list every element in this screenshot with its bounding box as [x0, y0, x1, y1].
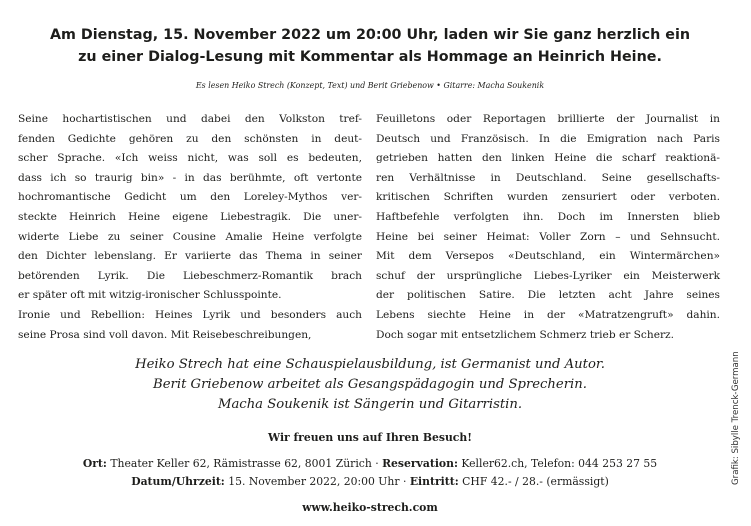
- bio-berit-griebenow: Berit Griebenow arbeitet als Gesangspädagogin und Sprecherin.: [153, 377, 587, 392]
- admission-label: Eintritt:: [409, 475, 459, 488]
- body-text-line: hochromantische Gedicht um den Loreley-Mythos ver-: [18, 191, 362, 204]
- website-link[interactable]: www.heiko-strech.com: [302, 501, 438, 514]
- welcome-message: Wir freuen uns auf Ihren Besuch!: [268, 431, 472, 444]
- graphic-credit: Grafik: Sibylle Trenck-Germann: [731, 351, 741, 485]
- bio-macha-soukenik: Macha Soukenik ist Sängerin und Gitarristin.: [217, 397, 523, 412]
- body-text-line: Mit dem Versepos «Deutschland, ein Wintermärchen»: [376, 250, 720, 263]
- body-text-line: steckte Heinrich Heine eigene Liebestragik. Die uner-: [18, 210, 362, 223]
- body-text-line: seine Prosa sind voll davon. Mit Reisebeschreibungen,: [18, 328, 312, 341]
- body-text-line: widerte Liebe zu seiner Cousine Amalie Heine verfolgte: [18, 230, 362, 243]
- body-text-line: betörenden Lyrik. Die Liebeschmerz-Romantik brach: [18, 269, 362, 282]
- info-line-venue: [0, 455, 740, 473]
- body-text-line: getrieben hatten den linken Heine die scharf reaktionä-: [376, 152, 720, 165]
- date-value: 15. November 2022, 20:00 Uhr ·: [228, 475, 407, 488]
- body-text-line: Doch sogar mit entsetzlichem Schmerz trieb er Scherz.: [376, 328, 674, 341]
- body-text-line: der politischen Satire. Die letzten acht Jahre seines: [376, 289, 720, 302]
- body-text-line: Lebens siechte Heine in der «Matratzengruft» dahin.: [376, 308, 720, 321]
- body-text-line: schuf der ursprüngliche Liebes-Lyriker ein Meisterwerk: [376, 269, 720, 282]
- body-text-line: fenden Gedichte gehören zu den schönsten in deut-: [18, 132, 362, 145]
- body-column-left: [18, 110, 362, 345]
- admission-value: CHF 42.- / 28.- (ermässigt): [462, 475, 609, 488]
- headline-line-2: zu einer Dialog-Lesung mit Kommentar als Hommage an Heinrich Heine.: [78, 49, 662, 65]
- body-text-line: Seine hochartistischen und dabei den Volkston tref-: [18, 113, 362, 125]
- body-text-line: kritischen Schriften wurden zensuriert oder verboten.: [376, 191, 720, 204]
- headline-line-1: Am Dienstag, 15. November 2022 um 20:00 Uhr, laden wir Sie ganz herzlich ein: [49, 27, 691, 43]
- reservation-value: Keller62.ch, Telefon: 044 253 27 55: [461, 457, 658, 470]
- body-text-line: Feuilletons oder Reportagen brillierte der Journalist in: [376, 113, 720, 125]
- reservation-label: Reservation:: [382, 457, 458, 470]
- bio-heiko-strech: Heiko Strech hat eine Schauspielausbildung, ist Germanist und Autor.: [135, 357, 605, 372]
- info-line-date: [0, 473, 740, 491]
- body-text-line: den Dichter lebenslang. Er variierte das Thema in seiner: [18, 250, 362, 263]
- body-text-line: ren Verhältnisse in Deutschland. Seine gesellschafts-: [376, 171, 720, 184]
- body-text-line: Deutsch und Französisch. In die Emigration nach Paris: [376, 132, 720, 145]
- event-info: [0, 455, 740, 491]
- body-text-line: Ironie und Rebellion: Heines Lyrik und besonders auch: [18, 308, 362, 321]
- body-column-right: [376, 110, 720, 345]
- venue-label: Ort:: [82, 457, 107, 470]
- readers-subline: Es lesen Heiko Strech (Konzept, Text) und Berit Griebenow • Gitarre: Macha Soukenik: [195, 81, 545, 90]
- body-text-line: scher Sprache. «Ich weiss nicht, was soll es bedeuten,: [18, 152, 362, 165]
- body-text-line: er später oft mit witzig-ironischer Schlusspointe.: [18, 289, 282, 302]
- headline: [0, 24, 740, 68]
- body-text-line: Heine bei seiner Heimat: Voller Zorn – und Sehnsucht.: [376, 230, 720, 243]
- performer-bios: [0, 355, 740, 415]
- body-text-line: dass ich so traurig bin» - in das berühmte, oft vertonte: [18, 171, 362, 184]
- venue-value: Theater Keller 62, Rämistrasse 62, 8001 Zürich ·: [110, 457, 379, 470]
- body-text-line: Haftbefehle verfolgten ihn. Doch im Innersten blieb: [376, 210, 720, 223]
- date-label: Datum/Uhrzeit:: [131, 475, 225, 488]
